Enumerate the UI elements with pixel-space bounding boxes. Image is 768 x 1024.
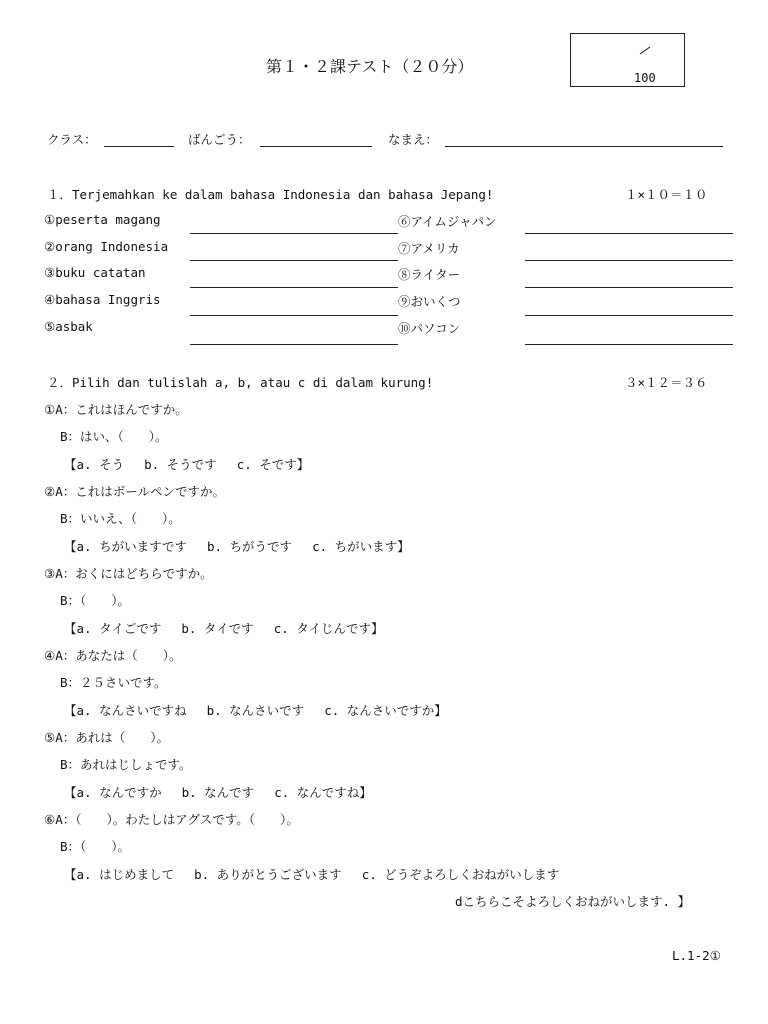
answer-line[interactable] [190,287,398,288]
section1-heading: １．Terjemahkan ke dalam bahasa Indonesia dan bahasa Jepang! [47,187,494,202]
class-field[interactable] [104,146,174,147]
number-field[interactable] [260,146,372,147]
list-item: ②orang Indonesia [44,239,169,254]
section2-heading: ２．Pilih dan tulislah a, b, atau c di dalam kurung! [47,375,434,390]
question-line-a: ③A：おくにはどちらですか。 [44,566,213,581]
question-extra-choice: dこちらこそよろしくおねがいします. 】 [455,894,691,909]
list-item: ⑩パソコン [398,321,461,336]
answer-line[interactable] [525,344,733,345]
list-item: ⑧ライター [398,267,461,282]
question-line-a: ④A：あなたは（ ）。 [44,648,182,663]
question-choices: 【a. そう b. そうです c. そです】 [64,457,310,472]
score-total: 100 [634,71,656,85]
question-line-a: ②A：これはボールペンですか。 [44,484,225,499]
page-title: 第１・２課テスト（２０分） [266,57,474,76]
question-line-b: B：はい、（ ）。 [60,429,168,444]
question-line-a: ⑤A：あれは（ ）。 [44,730,169,745]
name-label: なまえ： [388,132,439,147]
question-choices: 【a. なんですか b. なんです c. なんですね】 [64,785,372,800]
question-line-b: B：（ ）。 [60,593,131,608]
number-label: ばんごう： [188,132,251,147]
list-item: ⑥アイムジャパン [398,214,497,229]
list-item: ④bahasa Inggris [44,292,161,307]
answer-line[interactable] [190,260,398,261]
score-box [570,33,685,87]
class-label: クラス： [47,132,97,147]
answer-line[interactable] [525,260,733,261]
list-item: ①peserta magang [44,212,161,227]
question-line-b: B：いいえ、（ ）。 [60,511,181,526]
question-choices: 【a. はじめまして b. ありがとうございます c. どうぞよろしくおねがいします [64,867,560,882]
list-item: ⑦アメリカ [398,241,460,256]
answer-line[interactable] [525,233,733,234]
question-line-b: B：（ ）。 [60,839,131,854]
score-slash [640,47,650,55]
list-item: ⑨おいくつ [398,294,461,309]
answer-line[interactable] [190,233,398,234]
answer-line[interactable] [190,315,398,316]
answer-line[interactable] [190,344,398,345]
section2-points: ３×１２＝３６ [625,375,708,390]
section1-points: １×１０＝１０ [625,187,708,202]
answer-line[interactable] [525,287,733,288]
question-line-a: ⑥A：（ ）。わたしはアグスです。（ ）。 [44,812,299,827]
list-item: ⑤asbak [44,319,93,334]
question-line-b: B：あれはじしょです。 [60,757,192,772]
question-choices: 【a. ちがいますです b. ちがうです c. ちがいます】 [64,539,410,554]
name-field[interactable] [445,146,723,147]
question-choices: 【a. タイごです b. タイです c. タイじんです】 [64,621,384,636]
list-item: ③buku catatan [44,265,146,280]
answer-line[interactable] [525,315,733,316]
question-choices: 【a. なんさいですね b. なんさいです c. なんさいですか】 [64,703,447,718]
question-line-a: ①A：これはほんですか。 [44,402,188,417]
question-line-b: B：２５さいです。 [60,675,167,690]
page-code: L.1-2① [672,948,721,963]
